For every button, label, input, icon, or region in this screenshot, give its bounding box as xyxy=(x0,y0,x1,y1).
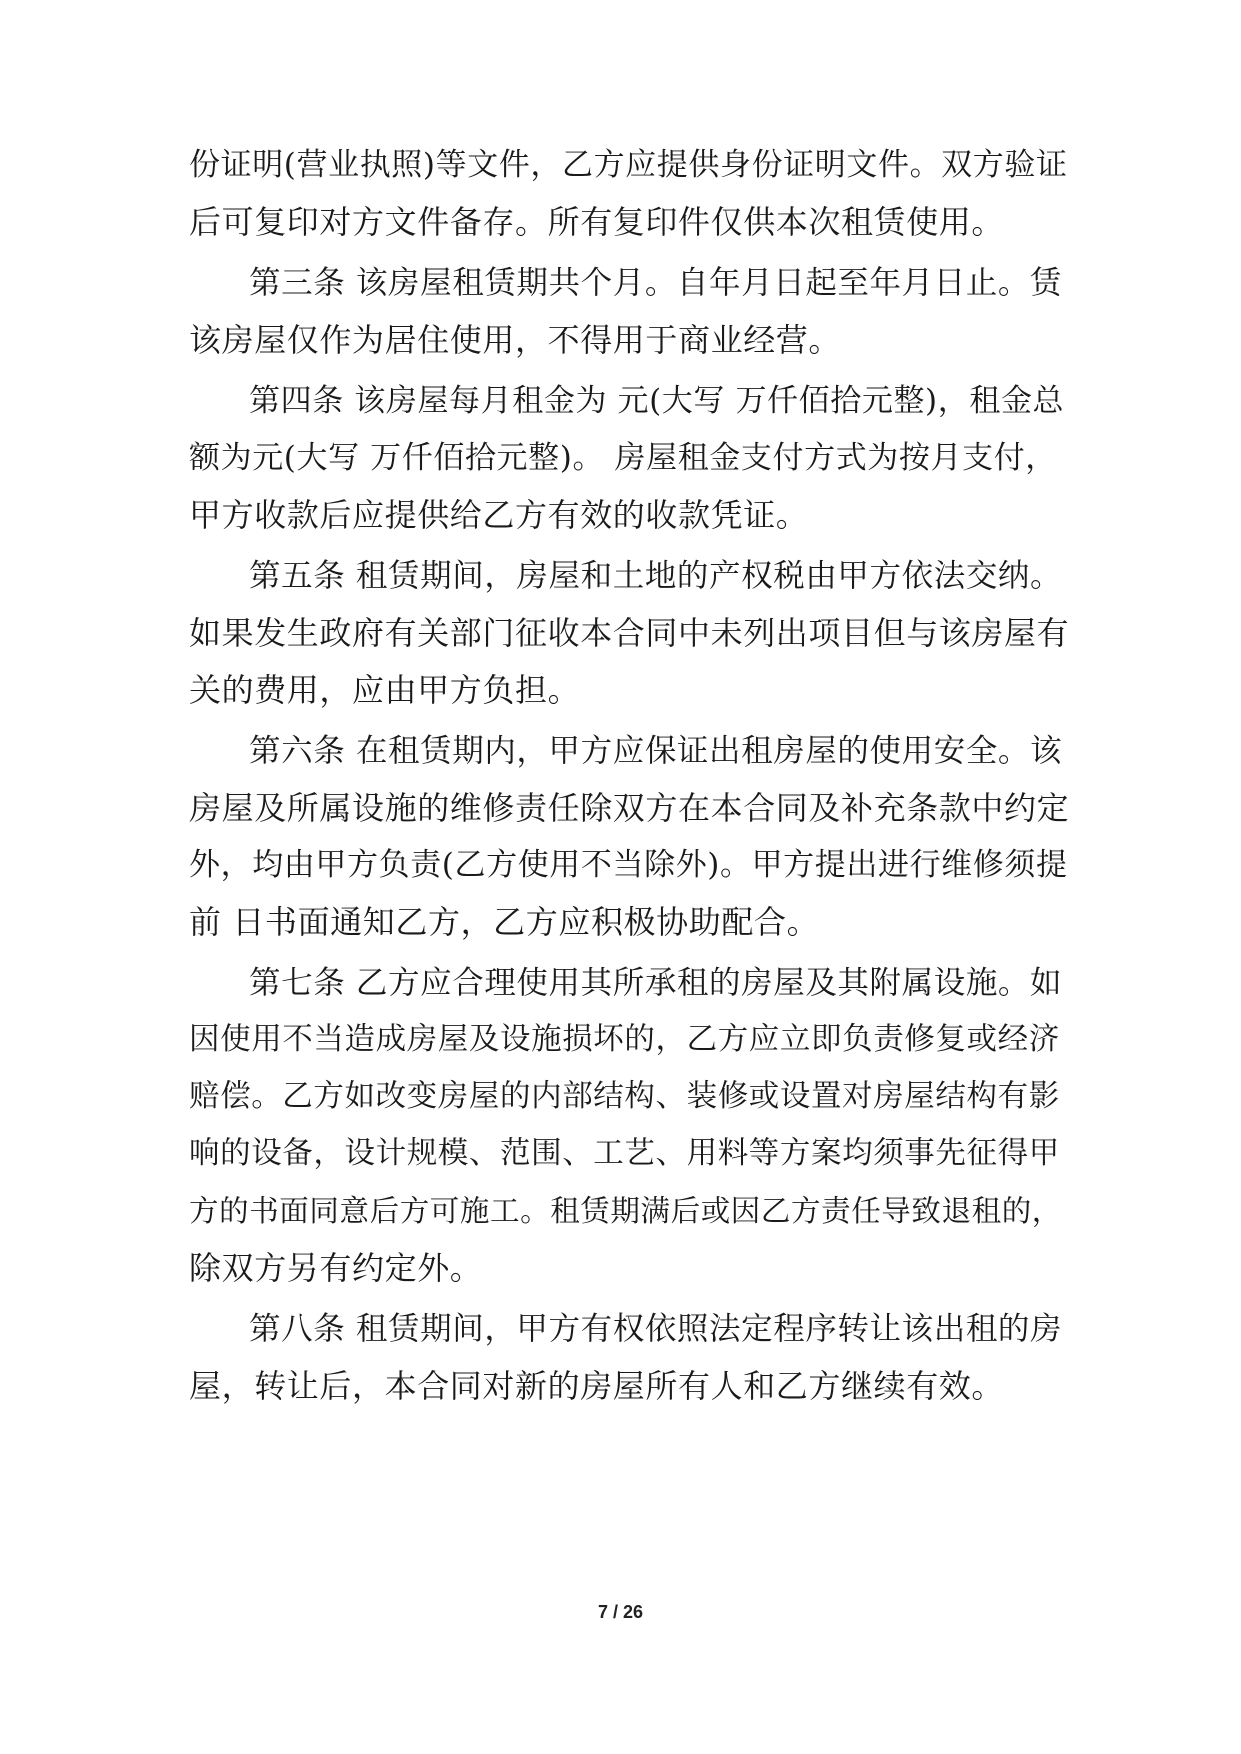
clause-7-heading-line: 第七条 乙方应合理使用其所承租的房屋及其附属设施。如 xyxy=(249,965,1063,1001)
text-line: 除双方另有约定外。 xyxy=(189,1249,483,1287)
text-line: 后可复印对方文件备存。所有复印件仅供本次租赁使用。 xyxy=(189,203,1005,241)
clause-4-heading-line: 第四条 该房屋每月租金为 元(大写 万仟佰拾元整)，租金总 xyxy=(249,383,1065,419)
text-line: 响的设备，设计规模、范围、工艺、用料等方案均须事先征得甲 xyxy=(189,1136,1060,1171)
text-line: 份证明(营业执照)等文件，乙方应提供身份证明文件。双方验证 xyxy=(189,147,1068,183)
page-number: 7 / 26 xyxy=(597,1602,644,1622)
text-line: 外，均由甲方负责(乙方使用不当除外)。甲方提出进行维修须提 xyxy=(189,847,1068,883)
text-line: 甲方收款后应提供给乙方有效的收款凭证。 xyxy=(189,496,809,534)
text-line: 该房屋仅作为居住使用，不得用于商业经营。 xyxy=(189,321,842,359)
text-line: 赔偿。乙方如改变房屋的内部结构、装修或设置对房屋结构有影 xyxy=(189,1079,1060,1114)
text-line: 因使用不当造成房屋及设施损坏的，乙方应立即负责修复或经济 xyxy=(189,1022,1060,1057)
text-line: 房屋及所属设施的维修责任除双方在本合同及补充条款中约定 xyxy=(189,789,1070,827)
text-line: 如果发生政府有关部门征收本合同中未列出项目但与该房屋有 xyxy=(189,614,1070,652)
text-line: 额为元(大写 万仟佰拾元整)。 房屋租金支付方式为按月支付， xyxy=(189,440,1057,476)
text-line: 关的费用，应由甲方负担。 xyxy=(189,671,581,709)
text-line: 方的书面同意后方可施工。租赁期满后或因乙方责任导致退租的， xyxy=(189,1194,1062,1228)
text-line: 屋，转让后，本合同对新的房屋所有人和乙方继续有效。 xyxy=(189,1367,1005,1405)
clause-6-heading-line: 第六条 在租赁期内，甲方应保证出租房屋的使用安全。该 xyxy=(249,733,1063,769)
text-line: 前 日书面通知乙方，乙方应积极协助配合。 xyxy=(189,903,820,941)
clause-5-heading-line: 第五条 租赁期间，房屋和土地的产权税由甲方依法交纳。 xyxy=(249,558,1063,594)
clause-3-heading-line: 第三条 该房屋租赁期共个月。自年月日起至年月日止。赁 xyxy=(249,265,1063,301)
clause-8-heading-line: 第八条 租赁期间，甲方有权依照法定程序转让该出租的房 xyxy=(249,1311,1063,1347)
